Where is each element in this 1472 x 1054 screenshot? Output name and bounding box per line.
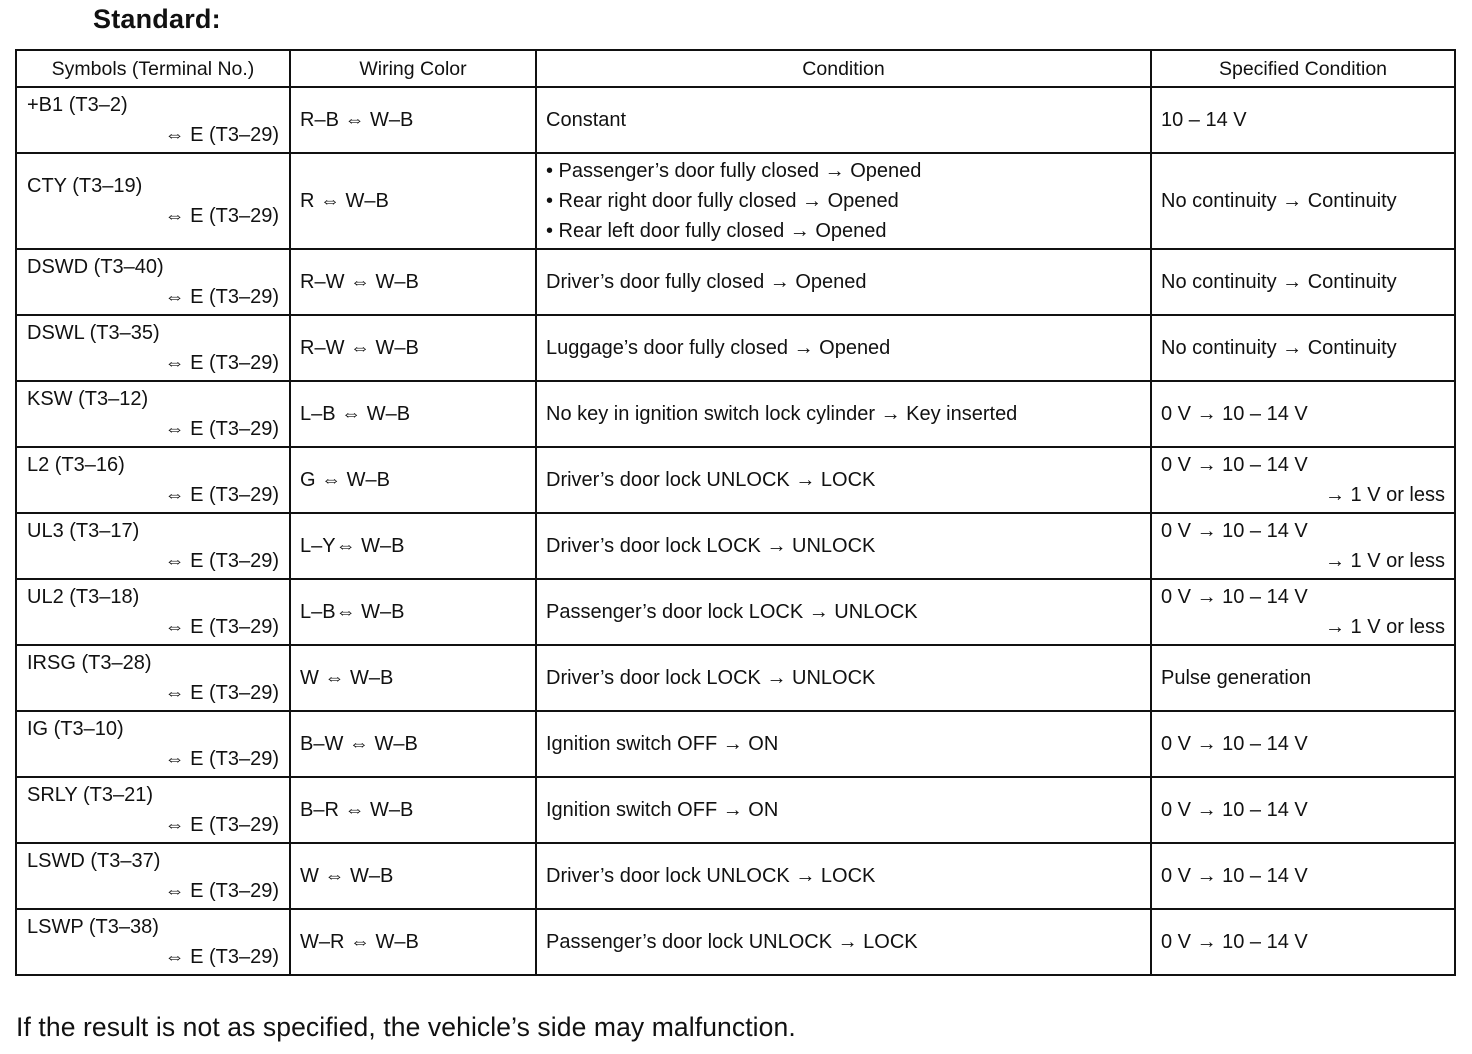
wiring-color-cell: L–B⇔ W–B [290, 579, 536, 645]
terminal-symbol: IG (T3–10) [27, 718, 124, 740]
symbol-cell [16, 513, 290, 579]
header-wiring-color: Wiring Color [290, 50, 536, 87]
specified-condition-cell: 10 – 14 V [1151, 87, 1455, 153]
symbol-cell [16, 447, 290, 513]
terminal-symbol: LSWD (T3–37) [27, 850, 161, 872]
table-row [16, 843, 1455, 909]
condition-cell: No key in ignition switch lock cylinder → Key inserted [536, 381, 1151, 447]
condition-cell: Driver’s door lock UNLOCK → LOCK [536, 843, 1151, 909]
symbol-cell [16, 843, 290, 909]
terminal-symbol: KSW (T3–12) [27, 388, 149, 410]
table-header-row [16, 50, 1455, 87]
table-row [16, 381, 1455, 447]
table-row [16, 87, 1455, 153]
specified-condition-cell: 0 V → 10 – 14 V [1151, 777, 1455, 843]
symbol-cell [16, 645, 290, 711]
table-row [16, 249, 1455, 315]
terminal-symbol: LSWP (T3–38) [27, 916, 159, 938]
specified-condition-cell: No continuity → Continuity [1151, 249, 1455, 315]
condition-cell: Ignition switch OFF → ON [536, 777, 1151, 843]
symbol-cell [16, 711, 290, 777]
condition-cell: Passenger’s door lock UNLOCK → LOCK [536, 909, 1151, 975]
wiring-color-cell: L–Y⇔ W–B [290, 513, 536, 579]
symbol-cell [16, 249, 290, 315]
terminal-symbol: DSWL (T3–35) [27, 322, 160, 344]
condition-bullet: • Rear right door fully closed → Opened [546, 190, 899, 212]
specified-condition-cell: 0 V → 10 – 14 V [1151, 711, 1455, 777]
header-symbols: Symbols (Terminal No.) [16, 50, 290, 87]
ground-terminal: ⇔ E (T3–29) [164, 682, 279, 704]
condition-cell: Constant [536, 87, 1151, 153]
table-row [16, 447, 1455, 513]
condition-cell: Driver’s door fully closed → Opened [536, 249, 1151, 315]
specified-value: 0 V → 10 – 14 V [1161, 586, 1308, 608]
condition-cell [536, 153, 1151, 249]
terminal-symbol: CTY (T3–19) [27, 175, 143, 197]
ground-terminal: ⇔ E (T3–29) [164, 616, 279, 638]
condition-cell: Driver’s door lock UNLOCK → LOCK [536, 447, 1151, 513]
specified-condition-cell: 0 V → 10 – 14 V [1151, 843, 1455, 909]
condition-cell: Ignition switch OFF → ON [536, 711, 1151, 777]
footer-note: If the result is not as specified, the vehicle’s side may malfunction. [16, 1012, 796, 1042]
wiring-color-cell: B–W ⇔ W–B [290, 711, 536, 777]
table-row [16, 153, 1455, 249]
symbol-cell [16, 87, 290, 153]
terminal-symbol: SRLY (T3–21) [27, 784, 153, 806]
ground-terminal: ⇔ E (T3–29) [164, 418, 279, 440]
specified-condition-cell: 0 V → 10 – 14 V [1151, 909, 1455, 975]
table-row [16, 315, 1455, 381]
specified-condition-cell [1151, 447, 1455, 513]
page-title: Standard: [93, 4, 221, 34]
wiring-color-cell: W ⇔ W–B [290, 645, 536, 711]
symbol-cell [16, 909, 290, 975]
ground-terminal: ⇔ E (T3–29) [164, 748, 279, 770]
terminal-symbol: UL3 (T3–17) [27, 520, 140, 542]
symbol-cell [16, 315, 290, 381]
terminal-symbol: IRSG (T3–28) [27, 652, 152, 674]
specified-condition-cell [1151, 579, 1455, 645]
table-row [16, 711, 1455, 777]
specified-condition-cell: No continuity → Continuity [1151, 315, 1455, 381]
ground-terminal: ⇔ E (T3–29) [164, 946, 279, 968]
specified-value-continued: → 1 V or less [1324, 484, 1445, 506]
specified-condition-cell: 0 V → 10 – 14 V [1151, 381, 1455, 447]
condition-cell: Luggage’s door fully closed → Opened [536, 315, 1151, 381]
specified-value-continued: → 1 V or less [1324, 550, 1445, 572]
table-row [16, 579, 1455, 645]
wiring-color-cell: W–R ⇔ W–B [290, 909, 536, 975]
terminal-symbol: UL2 (T3–18) [27, 586, 140, 608]
specified-condition-cell: Pulse generation [1151, 645, 1455, 711]
wiring-color-cell: R–W ⇔ W–B [290, 315, 536, 381]
table-row [16, 777, 1455, 843]
condition-bullet: • Rear left door fully closed → Opened [546, 220, 887, 242]
terminal-symbol: +B1 (T3–2) [27, 94, 128, 116]
header-condition: Condition [536, 50, 1151, 87]
specified-condition-cell: No continuity → Continuity [1151, 153, 1455, 249]
wiring-color-cell: R–B ⇔ W–B [290, 87, 536, 153]
condition-cell: Driver’s door lock LOCK → UNLOCK [536, 513, 1151, 579]
terminal-symbol: L2 (T3–16) [27, 454, 125, 476]
symbol-cell [16, 153, 290, 249]
ground-terminal: ⇔ E (T3–29) [164, 880, 279, 902]
wiring-color-cell: G ⇔ W–B [290, 447, 536, 513]
wiring-color-cell: W ⇔ W–B [290, 843, 536, 909]
specified-value: 0 V → 10 – 14 V [1161, 454, 1308, 476]
wiring-color-cell: R ⇔ W–B [290, 153, 536, 249]
condition-cell: Driver’s door lock LOCK → UNLOCK [536, 645, 1151, 711]
condition-cell: Passenger’s door lock LOCK → UNLOCK [536, 579, 1151, 645]
wiring-color-cell: B–R ⇔ W–B [290, 777, 536, 843]
table-row [16, 645, 1455, 711]
symbol-cell [16, 579, 290, 645]
standard-spec-table [15, 49, 1456, 976]
wiring-color-cell: R–W ⇔ W–B [290, 249, 536, 315]
symbol-cell [16, 381, 290, 447]
condition-bullet: • Passenger’s door fully closed → Opened [546, 160, 922, 182]
specified-value: 0 V → 10 – 14 V [1161, 520, 1308, 542]
ground-terminal: ⇔ E (T3–29) [164, 550, 279, 572]
table-row [16, 513, 1455, 579]
ground-terminal: ⇔ E (T3–29) [164, 814, 279, 836]
specified-value-continued: → 1 V or less [1324, 616, 1445, 638]
ground-terminal: ⇔ E (T3–29) [164, 205, 279, 227]
ground-terminal: ⇔ E (T3–29) [164, 124, 279, 146]
ground-terminal: ⇔ E (T3–29) [164, 352, 279, 374]
ground-terminal: ⇔ E (T3–29) [164, 286, 279, 308]
symbol-cell [16, 777, 290, 843]
terminal-symbol: DSWD (T3–40) [27, 256, 164, 278]
header-specified-condition: Specified Condition [1151, 50, 1455, 87]
wiring-color-cell: L–B ⇔ W–B [290, 381, 536, 447]
ground-terminal: ⇔ E (T3–29) [164, 484, 279, 506]
specified-condition-cell [1151, 513, 1455, 579]
table-row [16, 909, 1455, 975]
